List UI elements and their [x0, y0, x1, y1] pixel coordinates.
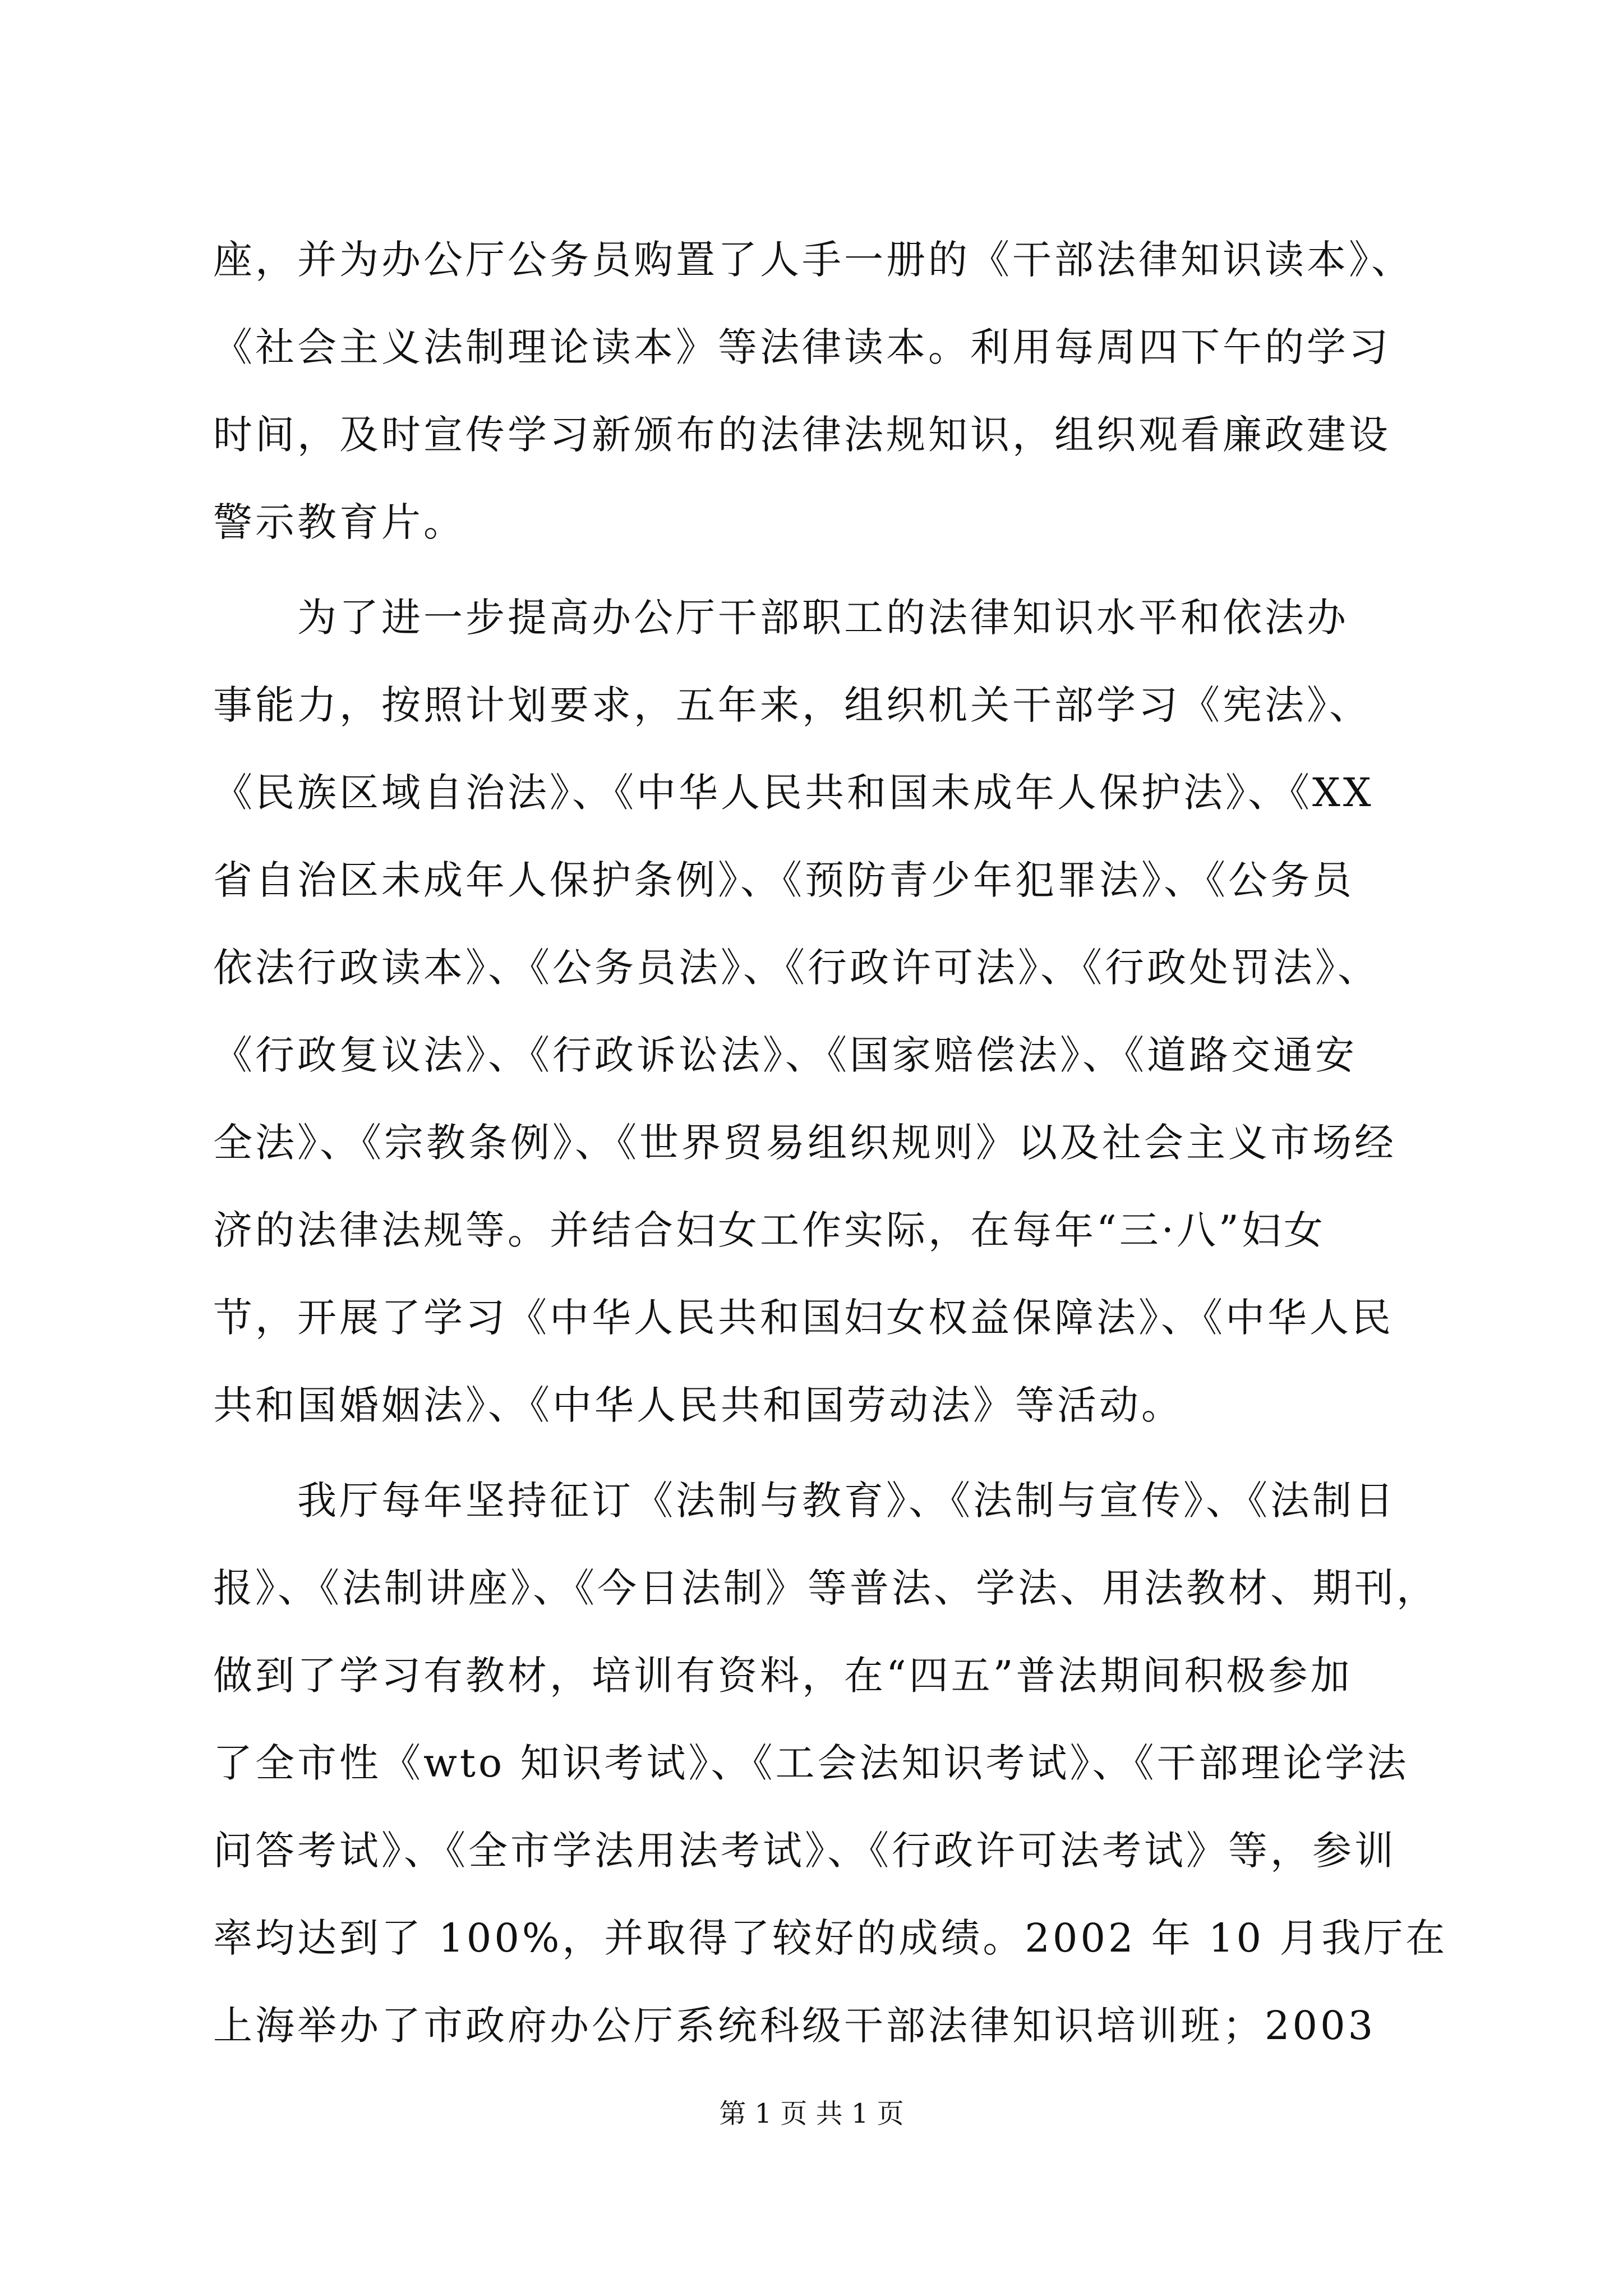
text-line: 座，并为办公厅公务员购置了人手一册的《干部法律知识读本》、 [213, 237, 1413, 283]
paragraph-gap [213, 1449, 1419, 1457]
text-line: 上海举办了市政府办公厅系统科级干部法律知识培训班；2003 [213, 2003, 1376, 2049]
text-line: 警示教育片。 [213, 499, 465, 545]
text-line: 做到了学习有教材，培训有资料，在“四五”普法期间积极参加 [213, 1653, 1353, 1699]
text-line: 报》、《法制讲座》、《今日法制》等普法、学法、用法教材、期刊， [213, 1565, 1438, 1611]
text-line: 省自治区未成年人保护条例》、《预防青少年犯罪法》、《公务员 [213, 857, 1354, 903]
text-line: 问答考试》、《全市学法用法考试》、《行政许可法考试》等，参训 [213, 1828, 1396, 1874]
text-line: 《行政复议法》、《行政诉讼法》、《国家赔偿法》、《道路交通安 [213, 1032, 1357, 1078]
document-body [213, 216, 1448, 2069]
text-line: 节，开展了学习《中华人民共和国妇女权益保障法》、《中华人民 [213, 1295, 1394, 1341]
text-line: 率均达到了 100%，并取得了较好的成绩。2002 年 10 月我厅在 [213, 1915, 1448, 1961]
text-line: 时间，及时宣传学习新颁布的法律法规知识，组织观看廉政建设 [213, 412, 1391, 458]
page-footer [0, 2097, 1623, 2131]
paragraph [213, 574, 1419, 1449]
text-line: 事能力，按照计划要求，五年来，组织机关干部学习《宪法》、 [213, 682, 1371, 728]
text-line: 了全市性《wto 知识考试》、《工会法知识考试》、《干部理论学法 [213, 1740, 1409, 1786]
page-number: 第 1 页 共 1 页 [719, 2098, 904, 2129]
text-line: 济的法律法规等。并结合妇女工作实际，在每年“三·八”妇女 [213, 1207, 1326, 1253]
text-line: 《社会主义法制理论读本》等法律读本。利用每周四下午的学习 [213, 324, 1391, 370]
text-line: 全法》、《宗教条例》、《世界贸易组织规则》以及社会主义市场经 [213, 1120, 1396, 1166]
paragraph-gap [213, 566, 1419, 574]
text-line: 《民族区域自治法》、《中华人民共和国未成年人保护法》、《XX [213, 770, 1374, 816]
paragraph [213, 1457, 1448, 2069]
text-line: 为了进一步提高办公厅干部职工的法律知识水平和依法办 [213, 595, 1349, 641]
text-line: 我厅每年坚持征订《法制与教育》、《法制与宣传》、《法制日 [213, 1478, 1396, 1524]
text-line: 共和国婚姻法》、《中华人民共和国劳动法》等活动。 [213, 1382, 1183, 1428]
text-line: 依法行政读本》、《公务员法》、《行政许可法》、《行政处罚法》、 [213, 945, 1380, 991]
paragraph [213, 216, 1419, 566]
